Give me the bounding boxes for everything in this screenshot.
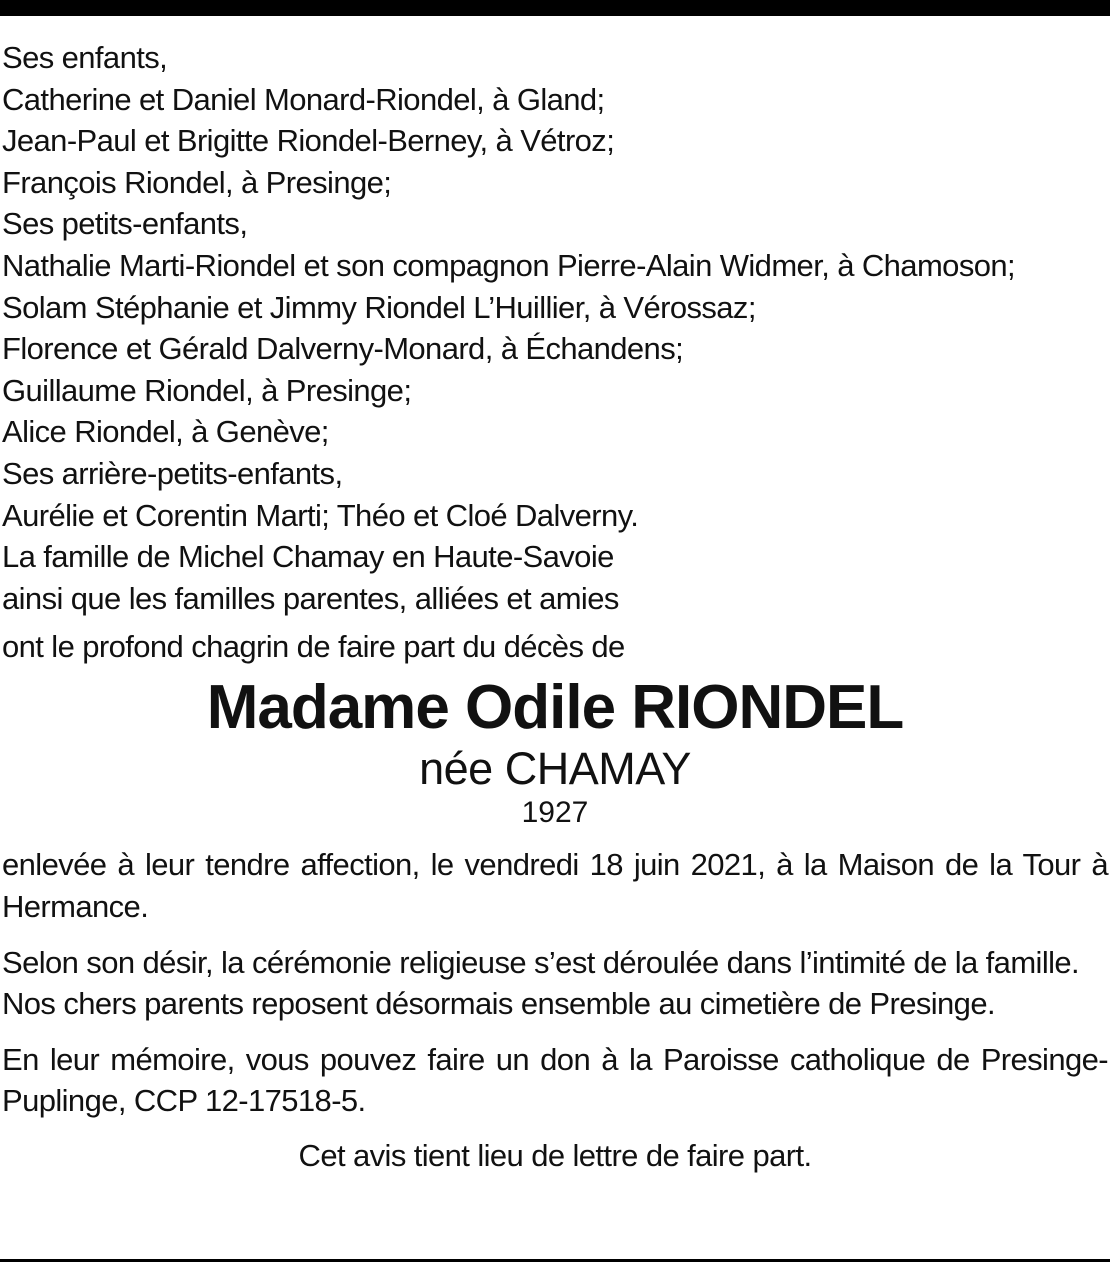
top-border-rule bbox=[0, 0, 1110, 16]
birth-year: 1927 bbox=[521, 796, 589, 830]
obituary-notice bbox=[2, 37, 1108, 1178]
family-line: François Riondel, à Presinge; bbox=[2, 164, 392, 200]
family-line: Guillaume Riondel, à Presinge; bbox=[2, 372, 412, 408]
bottom-border-rule bbox=[0, 1259, 1110, 1262]
family-line: Florence et Gérald Dalverny-Monard, à Échandens; bbox=[2, 331, 684, 367]
ceremony-details: Selon son désir, la cérémonie religieuse s’est déroulée dans l’intimité de la famille. bbox=[2, 944, 1080, 980]
deceased-block bbox=[2, 672, 1108, 832]
family-list bbox=[2, 37, 1108, 619]
family-line: Jean-Paul et Brigitte Riondel-Berney, à Vétroz; bbox=[2, 123, 615, 159]
donation-details: En leur mémoire, vous pouvez faire un don à la Paroisse catholique de Presinge-Puplinge, CCP 12-17518-5. bbox=[2, 1041, 1108, 1119]
family-line: Ses petits-enfants, bbox=[2, 206, 248, 242]
family-line: La famille de Michel Chamay en Haute-Savoie bbox=[2, 539, 614, 575]
deceased-name: Madame Odile RIONDEL bbox=[206, 673, 904, 743]
death-details: enlevée à leur tendre affection, le vendredi 18 juin 2021, à la Maison de la Tour à Hermance. bbox=[2, 847, 1108, 924]
announcement-intro: ont le profond chagrin de faire part du décès de bbox=[2, 629, 625, 665]
family-line: Aurélie et Corentin Marti; Théo et Cloé Dalverny. bbox=[2, 497, 639, 533]
family-line: ainsi que les familles parentes, alliées et amies bbox=[2, 580, 619, 616]
closing-note: Cet avis tient lieu de lettre de faire part. bbox=[298, 1137, 812, 1173]
family-line: Alice Riondel, à Genève; bbox=[2, 414, 329, 450]
family-line: Nathalie Marti-Riondel et son compagnon Pierre-Alain Widmer, à Chamoson; bbox=[2, 247, 1016, 283]
family-line: Ses enfants, bbox=[2, 40, 168, 75]
birth-name: née CHAMAY bbox=[419, 743, 691, 795]
family-line: Solam Stéphanie et Jimmy Riondel L’Huillier, à Vérossaz; bbox=[2, 289, 756, 325]
family-line: Ses arrière-petits-enfants, bbox=[2, 455, 343, 491]
resting-place: Nos chers parents reposent désormais ensemble au cimetière de Presinge. bbox=[2, 986, 995, 1022]
family-line: Catherine et Daniel Monard-Riondel, à Gland; bbox=[2, 81, 605, 117]
